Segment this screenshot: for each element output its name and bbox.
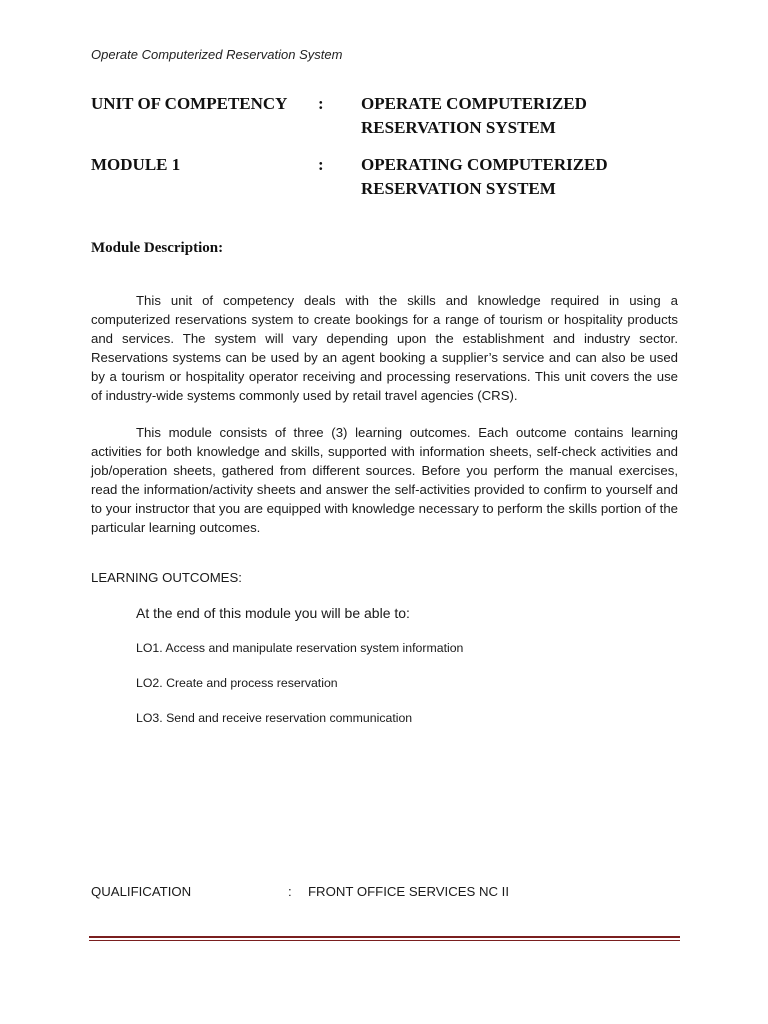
footer-divider [89, 936, 680, 941]
module-value-line-2: RESERVATION SYSTEM [361, 179, 556, 198]
learning-outcome-item: LO1. Access and manipulate reservation system information [136, 641, 464, 655]
module-description-heading: Module Description: [91, 240, 224, 256]
description-paragraph-2: This module consists of three (3) learning outcomes. Each outcome contains learning activities for both knowledge and skills, supported with information sheets, self-check activities and job/operation sheets, gathered from different sources. Before you perform the manual exercises, read the information/activity sheets and answer the self-activities provided to confirm to yourself and to your instructor that you are equipped with knowledge necessary to perform the skills portion of the particular learning outcomes. [91, 425, 678, 535]
description-paragraph-1: This unit of competency deals with the skills and knowledge required in using a computerized reservations system to create bookings for a range of tourism or hospitality products and services. The system will vary depending upon the establishment and industry sector. Reservations systems can be used by an agent booking a supplier’s service and can also be used by a tourism or hospitality operator receiving and processing reservations. This unit covers the use of industry-wide systems commonly used by retail travel agencies (CRS). [91, 293, 678, 403]
learning-outcomes-intro: At the end of this module you will be able to: [136, 605, 410, 621]
module-label: MODULE 1 [91, 155, 181, 174]
unit-colon: : [318, 94, 324, 113]
module-value-line-1: OPERATING COMPUTERIZED [361, 155, 608, 174]
learning-outcome-item: LO2. Create and process reservation [136, 676, 338, 690]
learning-outcome-item: LO3. Send and receive reservation communication [136, 711, 413, 725]
module-value [361, 153, 681, 201]
unit-label: UNIT OF COMPETENCY [91, 94, 288, 113]
unit-value-line-2: RESERVATION SYSTEM [361, 118, 556, 137]
qualification-row [91, 884, 651, 904]
unit-value-line-1: OPERATE COMPUTERIZED [361, 94, 587, 113]
running-header: Operate Computerized Reservation System [91, 47, 343, 62]
learning-outcomes-heading: LEARNING OUTCOMES: [91, 570, 242, 585]
unit-value [361, 92, 681, 140]
qualification-label: QUALIFICATION [91, 884, 192, 899]
qualification-colon: : [288, 884, 292, 899]
qualification-value: FRONT OFFICE SERVICES NC II [308, 884, 510, 899]
module-colon: : [318, 155, 324, 174]
